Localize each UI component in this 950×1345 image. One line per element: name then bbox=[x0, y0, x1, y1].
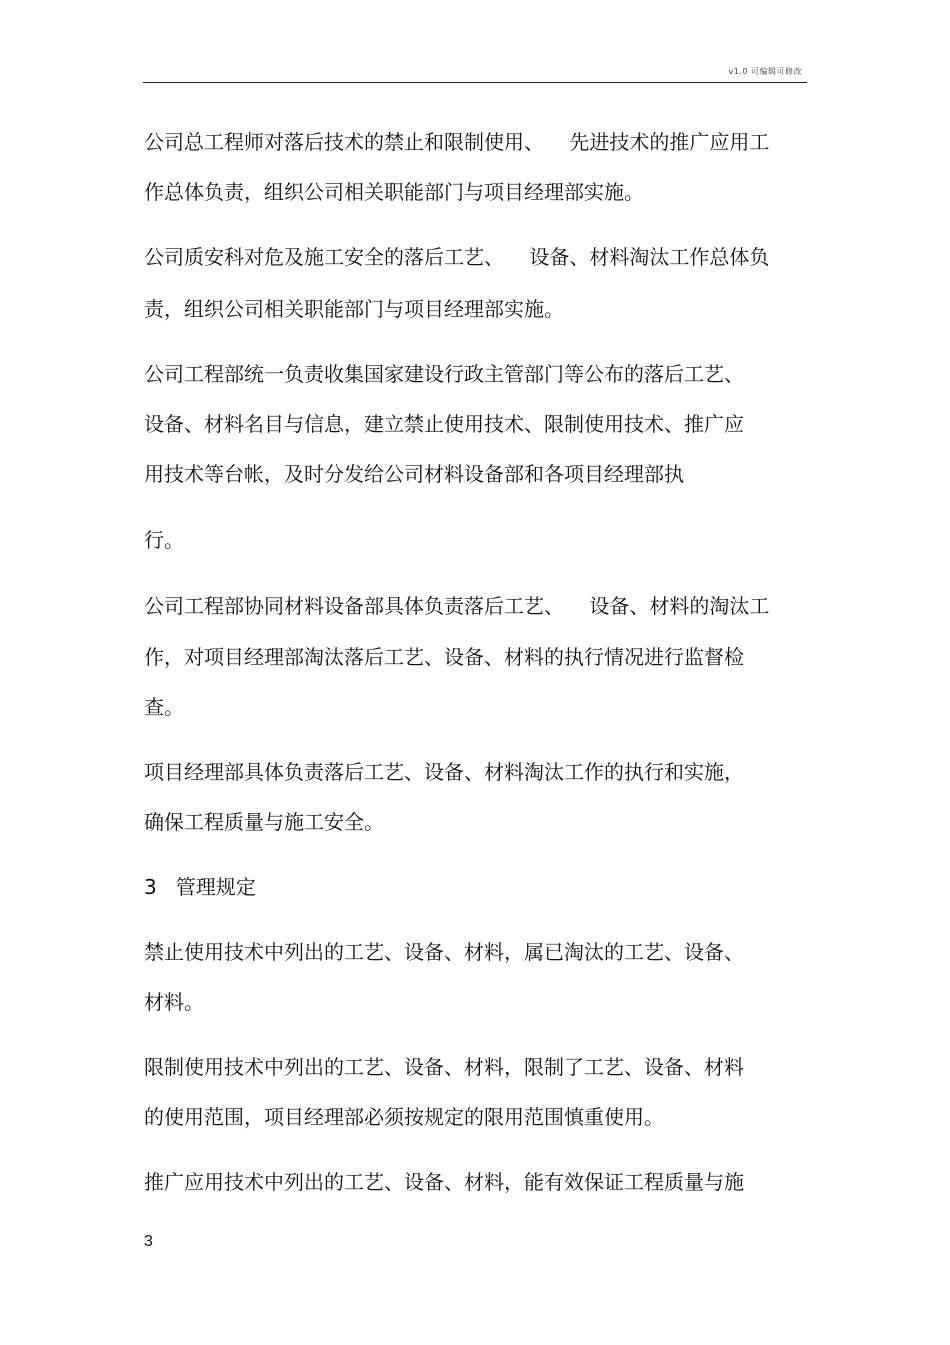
text-line: 禁止使用技术中列出的工艺、设备、材料，属已淘汰的工艺、设备、 bbox=[144, 940, 744, 964]
version-header: v1.0 可编辑可修改 bbox=[728, 67, 802, 76]
text-line: 责，组织公司相关职能部门与项目经理部实施。 bbox=[144, 297, 564, 321]
text-line: 公司工程部协同材料设备部具体负责落后工艺、 设备、材料的淘汰工 bbox=[144, 594, 770, 618]
section-heading: 3 管理规定 bbox=[144, 875, 256, 899]
text-line: 的使用范围，项目经理部必须按规定的限用范围慎重使用。 bbox=[144, 1105, 664, 1129]
text-line: 限制使用技术中列出的工艺、设备、材料，限制了工艺、设备、材料 bbox=[144, 1055, 744, 1079]
text-line: 公司总工程师对落后技术的禁止和限制使用、 先进技术的推广应用工 bbox=[144, 130, 770, 154]
text-line: 项目经理部具体负责落后工艺、设备、材料淘汰工作的执行和实施， bbox=[144, 760, 744, 784]
text-line: 行。 bbox=[144, 528, 184, 552]
text-line: 查。 bbox=[144, 695, 184, 719]
header-divider bbox=[143, 82, 807, 83]
text-line: 作总体负责，组织公司相关职能部门与项目经理部实施。 bbox=[144, 180, 644, 204]
text-line: 用技术等台帐，及时分发给公司材料设备部和各项目经理部执 bbox=[144, 462, 684, 486]
text-line: 确保工程质量与施工安全。 bbox=[144, 810, 384, 834]
text-line: 公司质安科对危及施工安全的落后工艺、 设备、材料淘汰工作总体负 bbox=[144, 245, 770, 269]
text-line: 作，对项目经理部淘汰落后工艺、设备、材料的执行情况进行监督检 bbox=[144, 645, 744, 669]
text-line: 材料。 bbox=[144, 990, 204, 1014]
text-line: 推广应用技术中列出的工艺、设备、材料，能有效保证工程质量与施 bbox=[144, 1170, 744, 1194]
page-number: 3 bbox=[144, 1233, 153, 1250]
text-line: 设备、材料名目与信息，建立禁止使用技术、限制使用技术、推广应 bbox=[144, 412, 744, 436]
text-line: 公司工程部统一负责收集国家建设行政主管部门等公布的落后工艺、 bbox=[144, 362, 744, 386]
